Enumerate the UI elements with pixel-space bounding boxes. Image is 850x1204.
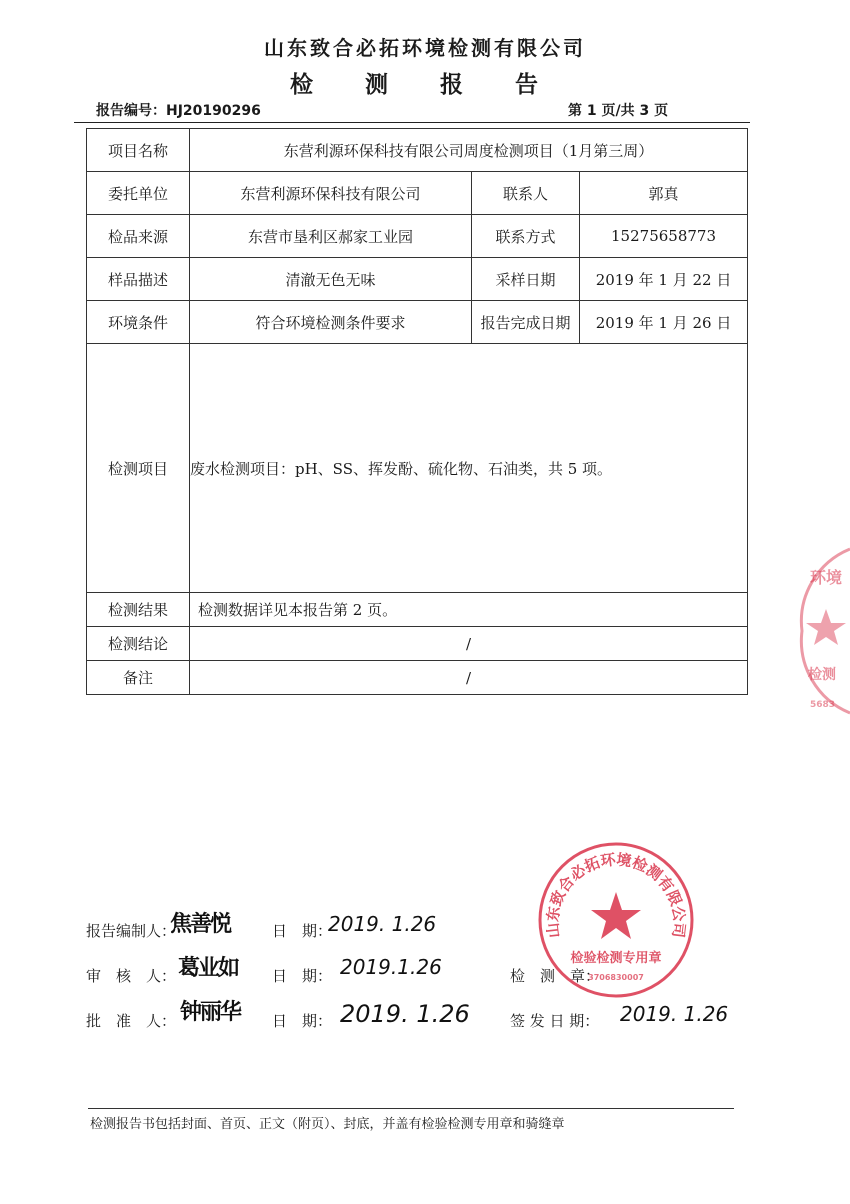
page-info: 第 1 页/共 3 页	[568, 103, 669, 119]
seal-ring-text: 山东致合必拓环境检测有限公司	[543, 850, 689, 939]
approver-date: 2019. 1.26	[340, 1000, 470, 1028]
done-date-value: 2019 年 1 月 26 日	[580, 301, 748, 344]
table-row	[87, 627, 748, 661]
compiler-date: 2019. 1.26	[328, 912, 437, 936]
env-label: 环境条件	[87, 301, 190, 344]
table-row	[87, 215, 748, 258]
client-value: 东营利源环保科技有限公司	[190, 172, 472, 215]
seal-code: 3706830007	[588, 973, 644, 982]
project-name-value: 东营利源环保科技有限公司周度检测项目（1月第三周）	[190, 129, 748, 172]
project-name-label: 项目名称	[87, 129, 190, 172]
report-number-label: 报告编号：	[96, 103, 166, 119]
compiler-date-label: 日 期：	[272, 922, 333, 940]
reviewer-signature: 葛业如	[178, 956, 239, 981]
remark-value: /	[190, 661, 748, 695]
table-row	[87, 258, 748, 301]
company-name: 山东致合必拓环境检测有限公司	[264, 36, 586, 60]
phone-label: 联系方式	[472, 215, 580, 258]
report-table	[86, 128, 748, 695]
seal-label: 检 测 章：	[510, 967, 601, 985]
items-label: 检测项目	[87, 344, 190, 593]
table-row	[87, 172, 748, 215]
conclusion-label: 检测结论	[87, 627, 190, 661]
compiler-label: 报告编制人：	[86, 922, 177, 940]
approver-signature: 钟丽华	[180, 1000, 241, 1025]
approver-date-label: 日 期：	[272, 1012, 333, 1030]
edge-seal-code: 5683	[810, 700, 836, 710]
done-date-label: 报告完成日期	[472, 301, 580, 344]
desc-label: 样品描述	[87, 258, 190, 301]
edge-seal-bottom-text: 检测	[808, 667, 836, 683]
reviewer-date: 2019.1.26	[340, 955, 442, 979]
approver-label: 批 准 人：	[86, 1012, 177, 1030]
sample-date-label: 采样日期	[472, 258, 580, 301]
table-row	[87, 344, 748, 593]
table-row	[87, 593, 748, 627]
official-seal	[536, 840, 696, 1000]
seal-star-icon	[591, 892, 641, 939]
env-value: 符合环境检测条件要求	[190, 301, 472, 344]
contact-value: 郭真	[580, 172, 748, 215]
compiler-signature: 焦善悦	[170, 912, 231, 937]
remark-label: 备注	[87, 661, 190, 695]
footer-note: 检测报告书包括封面、首页、正文（附页）、封底，并盖有检验检测专用章和骑缝章	[90, 1117, 565, 1132]
desc-value: 清澈无色无味	[190, 258, 472, 301]
client-label: 委托单位	[87, 172, 190, 215]
source-value: 东营市垦利区郝家工业园	[190, 215, 472, 258]
issue-date: 2019. 1.26	[620, 1002, 729, 1026]
items-value: 废水检测项目：pH、SS、挥发酚、硫化物、石油类，共 5 项。	[190, 344, 748, 593]
result-value: 检测数据详见本报告第 2 页。	[190, 593, 748, 627]
table-row	[87, 129, 748, 172]
sample-date-value: 2019 年 1 月 22 日	[580, 258, 748, 301]
footer-rule	[88, 1108, 734, 1109]
table-row	[87, 661, 748, 695]
report-title: 检 测 报 告	[289, 72, 561, 98]
reviewer-label: 审 核 人：	[86, 967, 177, 985]
header-rule	[74, 122, 750, 123]
result-label: 检测结果	[87, 593, 190, 627]
report-number-value: HJ20190296	[166, 103, 261, 119]
edge-seal-top-text: 环境	[810, 568, 843, 587]
source-label: 检品来源	[87, 215, 190, 258]
table-row	[87, 301, 748, 344]
seal-bottom-text: 检验检测专用章	[570, 951, 662, 966]
report-number	[96, 100, 261, 120]
phone-value: 15275658773	[580, 215, 748, 258]
edge-seal-star-icon	[806, 609, 846, 645]
contact-label: 联系人	[472, 172, 580, 215]
issue-date-label: 签 发 日 期：	[510, 1012, 600, 1030]
conclusion-value: /	[190, 627, 748, 661]
reviewer-date-label: 日 期：	[272, 967, 333, 985]
edge-seal	[796, 545, 850, 720]
